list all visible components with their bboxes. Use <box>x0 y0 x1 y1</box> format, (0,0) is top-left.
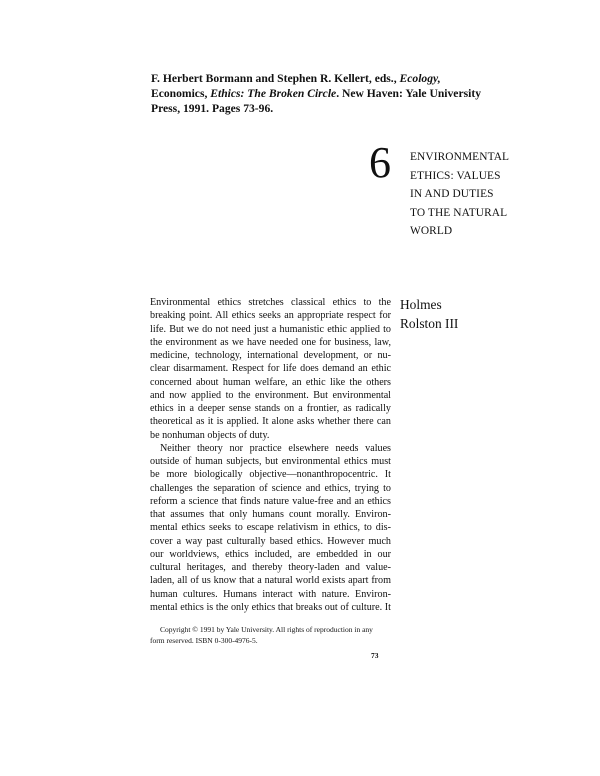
body-line: human cultures. Humans interact with nature. Environ- <box>150 588 391 600</box>
body-line: concerned about human welfare, an ethic like the others <box>150 376 391 388</box>
body-line: reform a science that finds nature value-free and an ethics <box>150 495 391 507</box>
page-number: 73 <box>371 651 379 660</box>
body-line: and now applied to the environment. But environmental <box>150 389 391 401</box>
body-line: breaking point. All ethics seeks an appropriate respect for <box>150 310 391 322</box>
body-line: clear disarmament. Respect for life does demand an ethic <box>150 363 391 375</box>
chapter-title-line: ETHICS: VALUES <box>410 169 501 182</box>
copyright-line-2: form reserved. ISBN 0-300-4976-5. <box>150 636 258 645</box>
chapter-title <box>410 148 520 241</box>
body-line: mental ethics is the only ethics that breaks out of culture. It <box>150 601 391 613</box>
body-line: life. But we do not need just a humanistic ethic applied to <box>150 323 391 335</box>
citation-line-1: F. Herbert Bormann and Stephen R. Kellert, eds., Ecology, <box>151 72 441 85</box>
author-first-name: Holmes <box>400 297 442 312</box>
body-line: our worldviews, ethics included, are embedded in our <box>150 548 391 560</box>
body-line: cultural heritages, and thereby theory-laden and value- <box>150 562 391 573</box>
chapter-number: 6 <box>369 138 391 187</box>
author-name <box>400 295 458 333</box>
chapter-title-line: TO THE NATURAL <box>410 206 508 219</box>
body-line: be nonhuman objects of duty. <box>150 429 270 441</box>
body-line: the environment as we have needed one for business, law, <box>150 336 391 348</box>
chapter-title-line: IN AND DUTIES <box>410 188 494 200</box>
body-line: be more biologically objective—nonanthropocentric. It <box>150 469 391 481</box>
body-line: challenges the separation of science and ethics, trying to <box>150 482 391 494</box>
body-line: mental ethics seeks to escape relativism in ethics, to dis- <box>150 522 391 534</box>
body-line: outside of human subjects, but environmental ethics must <box>150 456 391 467</box>
chapter-title-line: ENVIRONMENTAL <box>410 151 510 163</box>
body-line: Neither theory nor practice elsewhere needs values <box>160 442 391 454</box>
copyright-footnote <box>150 624 410 646</box>
citation-line-3: Press, 1991. Pages 73-96. <box>151 102 274 115</box>
body-line: medicine, technology, international development, or nu- <box>150 350 391 361</box>
body-text <box>150 296 391 614</box>
copyright-line-1: Copyright © 1991 by Yale University. All rights of reproduction in any <box>160 625 373 634</box>
body-line: Environmental ethics stretches classical ethics to the <box>150 297 391 308</box>
author-last-name: Rolston III <box>400 316 459 331</box>
body-line: laden, all of us know that a natural world exists apart from <box>150 575 391 587</box>
body-line: cover a way past culturally based ethics. However much <box>150 535 391 547</box>
chapter-title-line: WORLD <box>410 225 453 237</box>
citation-line-2: Economics, Ethics: The Broken Circle. New Haven: Yale University <box>151 87 481 100</box>
body-line: ethics in a deeper sense stands on a frontier, as radically <box>150 403 391 414</box>
body-line: theoretical as it is applied. It alone asks whether there can <box>150 416 391 428</box>
citation-block <box>151 71 511 116</box>
body-line: that assumes that only humans count morally. Environ- <box>150 509 391 520</box>
